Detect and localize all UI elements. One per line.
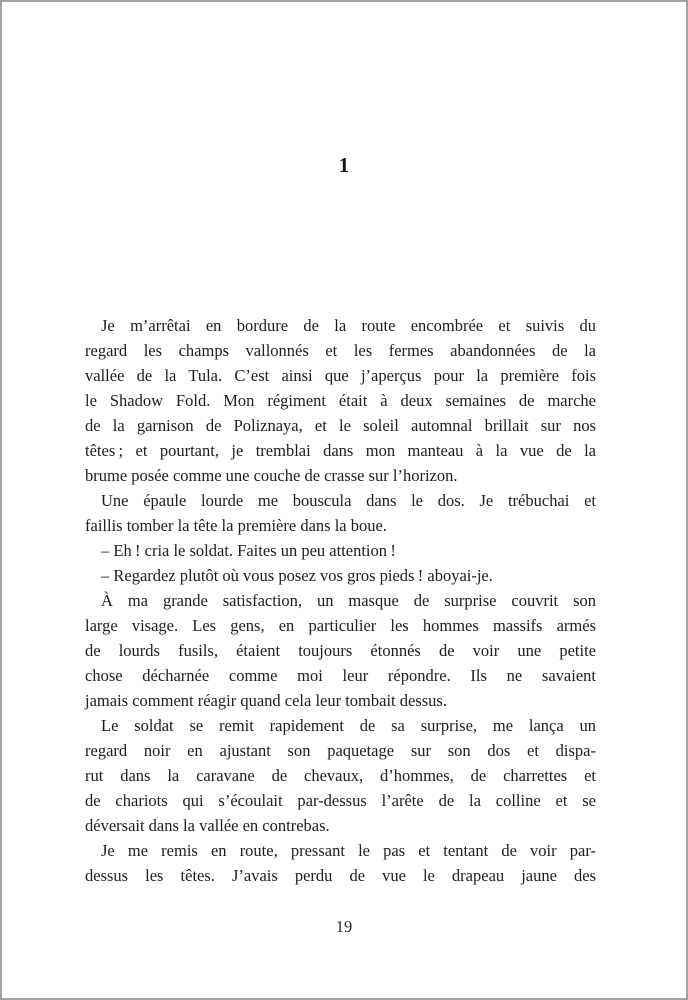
- text-line: large visage. Les gens, en particulier les hommes massifs armés: [85, 616, 596, 635]
- text-line: – Eh ! cria le soldat. Faites un peu attention !: [101, 541, 396, 560]
- text-line: rut dans la caravane de chevaux, d’hommes, de charrettes et: [85, 766, 596, 785]
- text-line: chose décharnée comme moi leur répondre. Ils ne savaient: [85, 666, 596, 685]
- paragraph: [85, 538, 596, 563]
- paragraph: [85, 488, 596, 538]
- text-line: de la garnison de Poliznaya, et le soleil automnal brillait sur nos: [85, 416, 596, 435]
- text-line: Je me remis en route, pressant le pas et tentant de voir par-: [101, 841, 596, 860]
- text-line: vallée de la Tula. C’est ainsi que j’aperçus pour la première fois: [85, 366, 596, 385]
- chapter-number: 1: [338, 153, 350, 177]
- text-line: Le soldat se remit rapidement de sa surprise, me lança un: [101, 716, 596, 735]
- text-line: de lourds fusils, étaient toujours étonnés de voir une petite: [85, 641, 596, 660]
- text-line: – Regardez plutôt où vous posez vos gros pieds ! aboyai-je.: [101, 566, 493, 585]
- paragraph: [85, 713, 596, 838]
- paragraph: [85, 588, 596, 713]
- page-number: 19: [335, 917, 353, 936]
- text-line: le Shadow Fold. Mon régiment était à deux semaines de marche: [85, 391, 596, 410]
- text-line: À ma grande satisfaction, un masque de surprise couvrit son: [101, 591, 596, 610]
- body-text: [85, 313, 596, 888]
- paragraph: [85, 313, 596, 488]
- text-line: Une épaule lourde me bouscula dans le dos. Je trébuchai et: [101, 491, 596, 510]
- text-line: jamais comment réagir quand cela leur tombait dessus.: [85, 691, 447, 710]
- paragraph: [85, 563, 596, 588]
- text-line: de chariots qui s’écoulait par-dessus l’arête de la colline et se: [85, 791, 596, 810]
- text-line: brume posée comme une couche de crasse sur l’horizon.: [85, 466, 458, 485]
- text-line: regard noir en ajustant son paquetage sur son dos et dispa-: [85, 741, 596, 760]
- text-line: déversait dans la vallée en contrebas.: [85, 816, 330, 835]
- text-line: têtes ; et pourtant, je tremblai dans mon manteau à la vue de la: [85, 441, 596, 460]
- text-line: dessus les têtes. J’avais perdu de vue le drapeau jaune des: [85, 866, 596, 885]
- paragraph: [85, 838, 596, 888]
- text-line: regard les champs vallonnés et les fermes abandonnées de la: [85, 341, 596, 360]
- text-line: Je m’arrêtai en bordure de la route encombrée et suivis du: [101, 316, 596, 335]
- text-line: faillis tomber la tête la première dans la boue.: [85, 516, 387, 535]
